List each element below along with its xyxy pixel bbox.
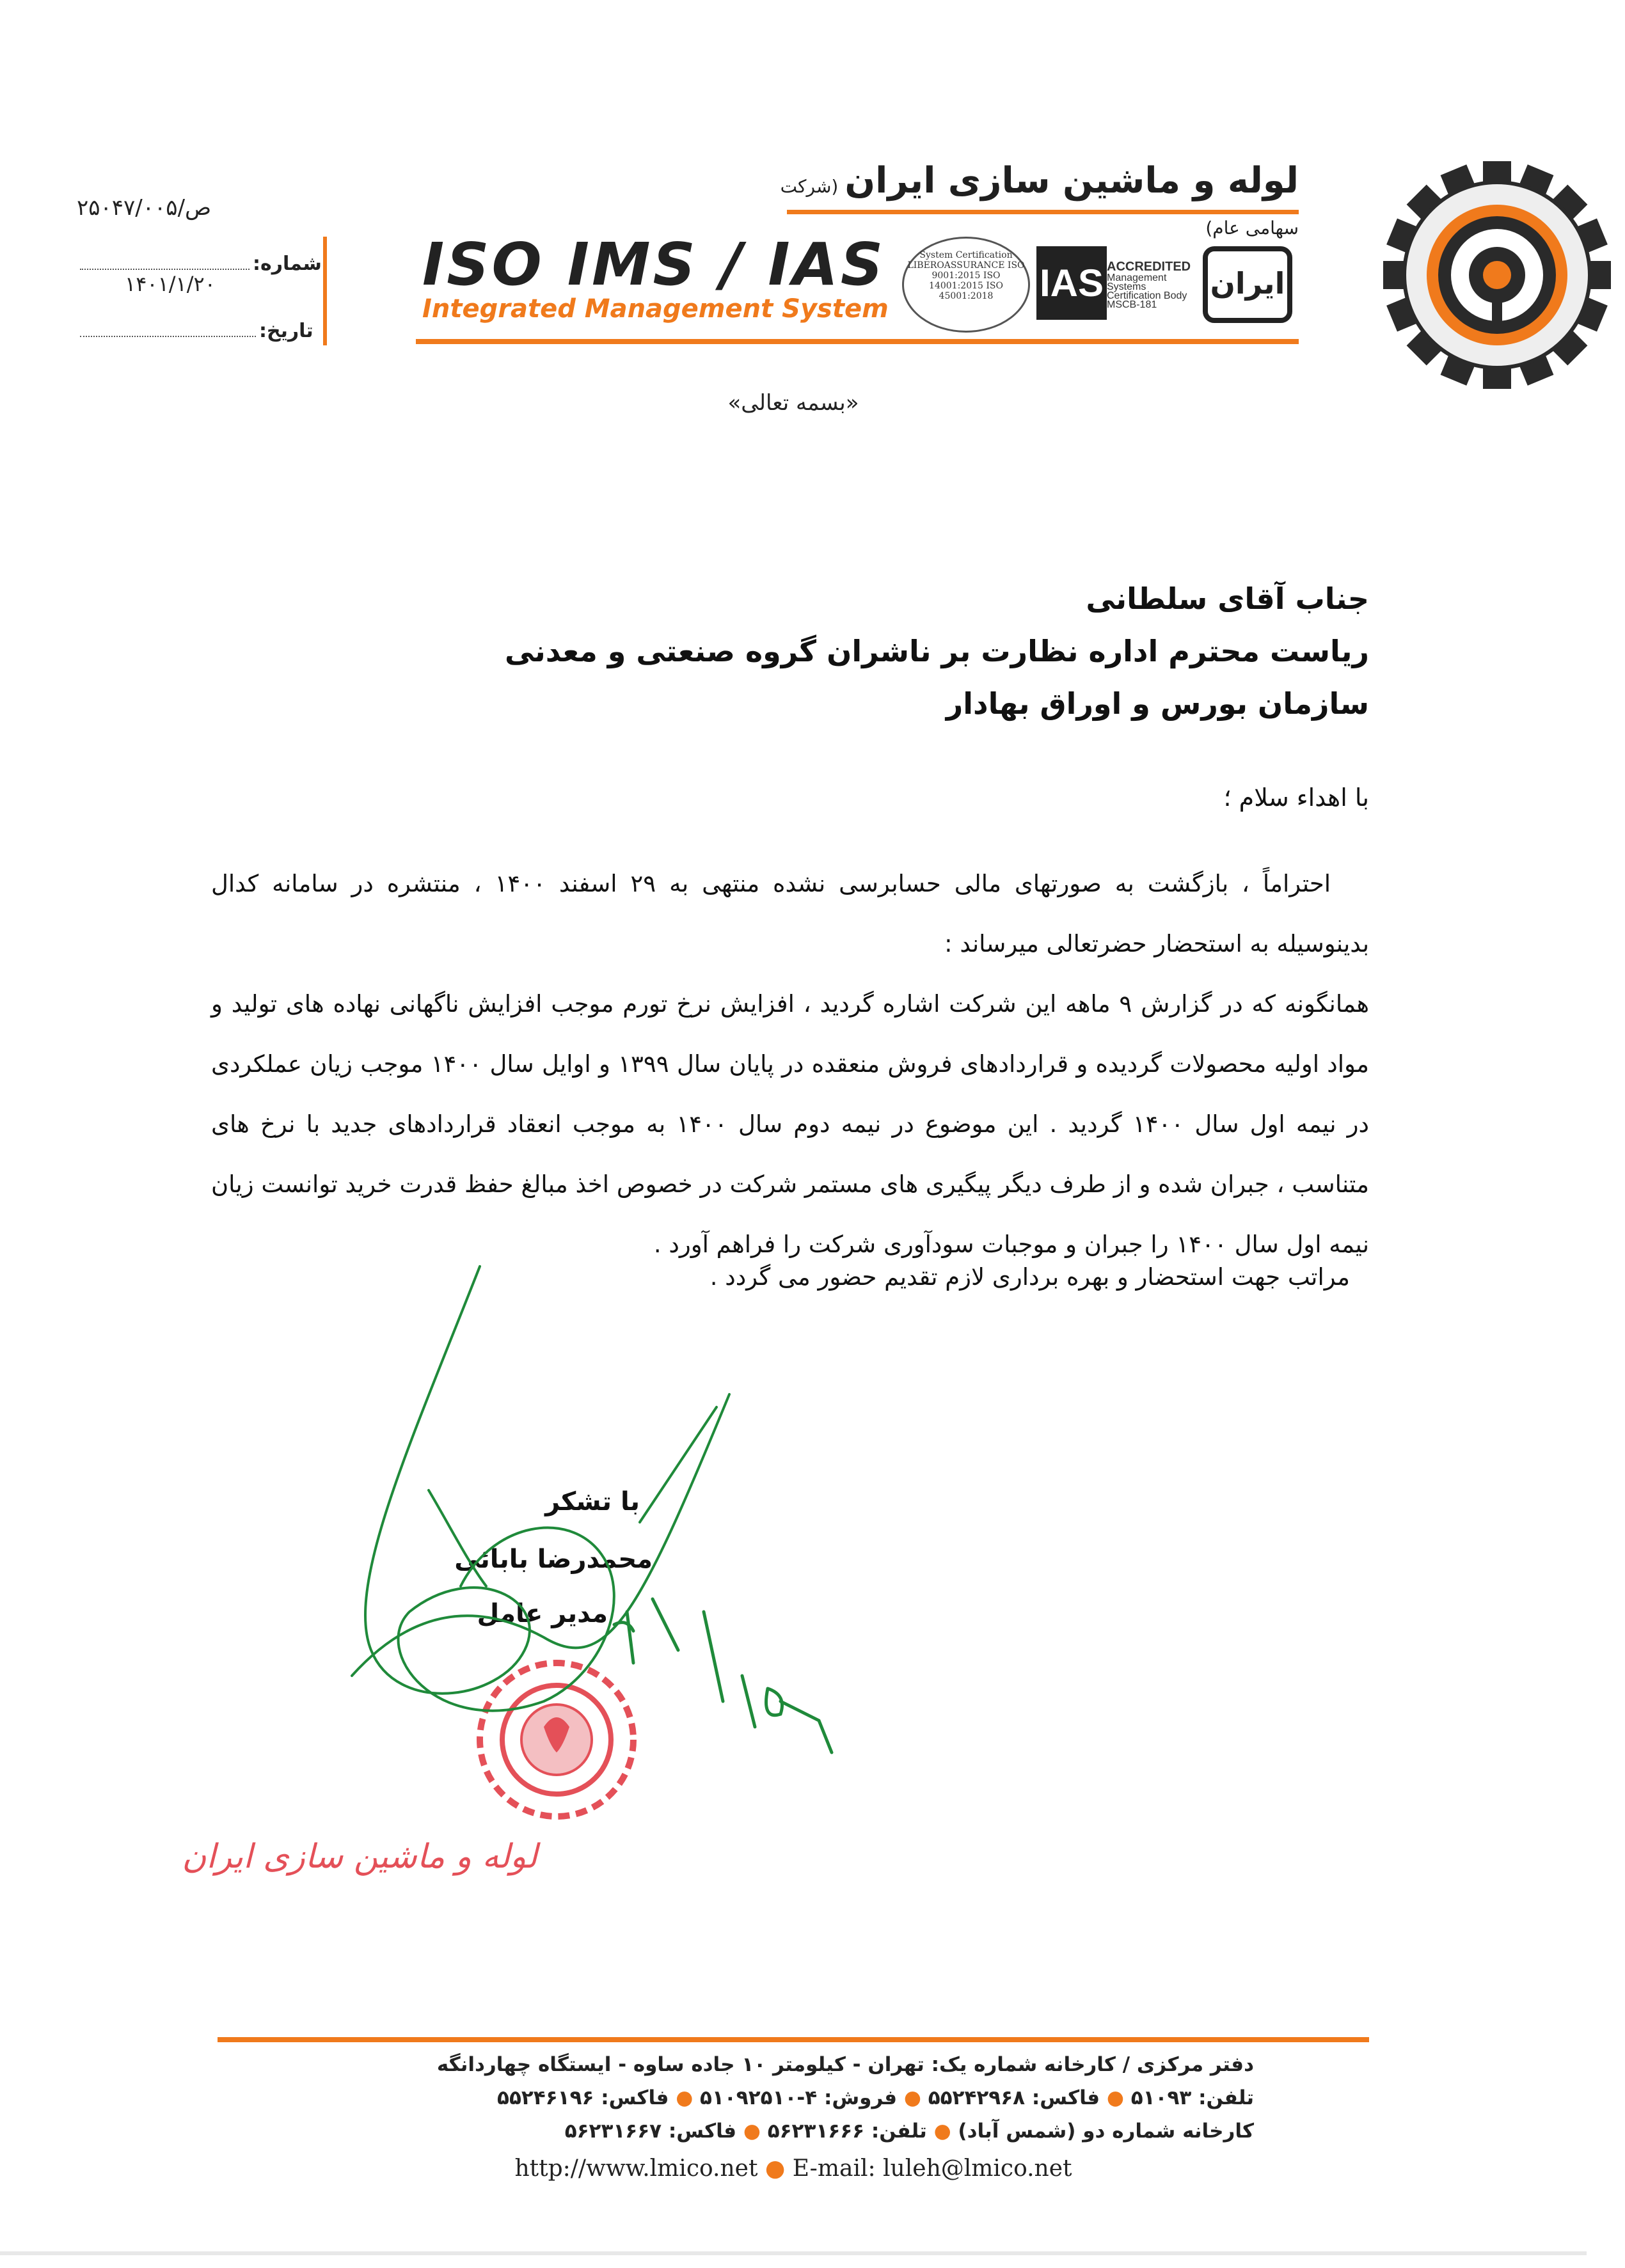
body-paragraph-2: همانگونه که در گزارش ۹ ماهه این شرکت اشاره گردید ، افزایش نرخ تورم موجب افزایش ناگهانی نهاده های تولید و مواد اولیه محصولات گردیده و قراردادهای فروش منعقده در پایان سال ۱۳۹۹ و اوایل سال ۱۴۰۰ موجب زیان عملکردی در نیمه اول سال ۱۴۰۰ گردید . این موضوع در نیمه دوم سال ۱۴۰۰ به موجب انعقاد قراردادهای جدید با نرخ های متناسب ، جبران شده و از طرف دیگر پیگیری های مستمر شرکت در خصوص اخذ مبالغ حفظ قدرت خرید توانست زیان نیمه اول سال ۱۴۰۰ را جبران و موجبات سودآوری شرکت را فراهم آورد .	[211, 990, 1369, 1258]
addressee-organization: سازمان بورس و اوراق بهادار	[946, 686, 1369, 721]
footer-address: دفتر مرکزی / کارخانه شماره یک: تهران - کیلومتر ۱۰ جاده ساوه - ایستگاه چهاردانگه	[436, 2053, 1254, 2076]
letter-date-line	[80, 336, 256, 337]
bullet-dot-icon: ●	[736, 2120, 761, 2143]
body-paragraph-1: احتراماً ، بازگشت به صورتهای مالی حسابرسی نشده منتهی به ۲۹ اسفند ۱۴۰۰ ، منتشره در سامانه کدال بدینوسیله به استحضار حضرتعالی میرساند :	[211, 870, 1369, 957]
signature-thanks: با تشکر	[545, 1487, 640, 1516]
stamp-text: لوله و ماشین سازی ایران	[182, 1838, 537, 1876]
salutation: با اهداء سلام ؛	[1223, 784, 1369, 812]
iso-title: ISO IMS / IAS	[422, 230, 886, 299]
accredited-subtitle: Management Systems Certification Body MSCB-181	[1107, 272, 1187, 310]
footer-sales: فروش: ۴-۵۱۰۹۲۵۱۰	[700, 2086, 898, 2109]
footer-factory-fax: فاکس: ۵۶۲۳۱۶۶۷	[564, 2120, 737, 2143]
addressee-name: جناب آقای سلطانی	[1086, 581, 1369, 616]
signatory-title: مدیر عامل	[477, 1599, 608, 1628]
letter-date-label: تاریخ:	[259, 320, 313, 342]
bullet-dot-icon: ●	[669, 2086, 694, 2109]
ias-badge: IAS	[1036, 246, 1107, 320]
footer-orange-line	[218, 2037, 1369, 2042]
letter-number-label: شماره:	[253, 253, 322, 275]
liberoassurance-certificate-badge: System Certification LIBEROASSURANCE ISO 9001:2015 ISO 14001:2015 ISO 45001:2018	[902, 237, 1030, 333]
company-stamp	[182, 1663, 633, 1876]
page-bottom-edge	[0, 2251, 1587, 2255]
addressee-block	[281, 572, 1369, 730]
footer-web-contacts	[0, 2155, 1587, 2182]
company-type: (شرکت سهامی عام)	[780, 176, 1299, 239]
footer-fax-2: فاکس: ۵۵۲۴۶۱۹۶	[497, 2086, 669, 2109]
bullet-dot-icon: ●	[926, 2120, 951, 2143]
company-gear-logo	[1356, 109, 1625, 492]
footer-website-link[interactable]: http://www.lmico.net	[514, 2155, 758, 2182]
footer-email-link[interactable]: E-mail: luleh@lmico.net	[792, 2155, 1072, 2182]
letter-date-value: ۱۴۰۱/۱/۲۰	[125, 272, 216, 296]
footer-phone: تلفن: ۵۱۰۹۳	[1130, 2086, 1254, 2109]
footer-contacts-1	[358, 2086, 1254, 2109]
accredited-badge	[1107, 262, 1190, 310]
letter-number-value: ۲۵۰۴۷/ص/۰۰۵	[77, 195, 212, 221]
reference-orange-bar	[323, 237, 327, 345]
accredited-title: ACCREDITED	[1107, 260, 1191, 274]
closing-sentence: مراتب جهت استحضار و بهره برداری لازم تقدیم حضور می گردد .	[709, 1263, 1350, 1291]
footer-factory-phone: تلفن: ۵۶۲۳۱۶۶۶	[767, 2120, 927, 2143]
letter-body	[211, 854, 1369, 1275]
footer-fax: فاکس: ۵۵۲۴۲۹۶۸	[928, 2086, 1100, 2109]
letter-number-line	[80, 269, 250, 270]
header-bottom-line	[416, 339, 1299, 344]
iso-subtitle: Integrated Management System	[422, 294, 889, 324]
handwritten-signature-and-stamp	[182, 1254, 908, 1906]
addressee-title: ریاست محترم اداره نظارت بر ناشران گروه صنعتی و معدنی	[504, 634, 1369, 668]
basmala: «بسمه تعالی»	[727, 390, 859, 416]
signatory-name: محمدرضا بابائی	[454, 1545, 653, 1574]
header-orange-line	[787, 210, 1299, 214]
iran-standard-badge: ایران	[1203, 246, 1292, 323]
footer-contacts-2	[358, 2120, 1254, 2143]
company-name-text: لوله و ماشین سازی ایران	[844, 160, 1299, 201]
bullet-dot-icon: ●	[897, 2086, 921, 2109]
bullet-dot-icon: ●	[1100, 2086, 1124, 2109]
footer-factory-2: کارخانه شماره دو (شمس آباد)	[958, 2120, 1254, 2143]
bullet-dot-icon: ●	[765, 2155, 793, 2182]
